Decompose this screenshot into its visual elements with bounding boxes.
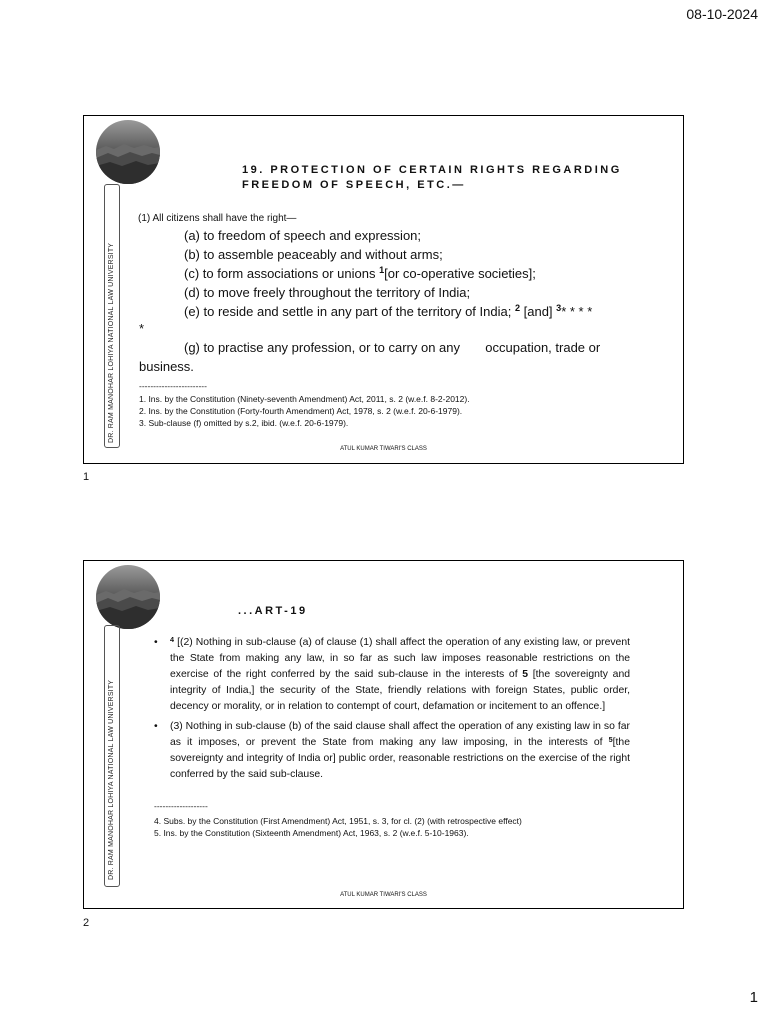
list-item	[154, 635, 630, 715]
clause-g: (g) to practise any profession, or to carry on any occupation, trade or	[184, 340, 601, 355]
footnote-divider: ------------------------	[139, 381, 207, 391]
footnote-3: 3. Sub-clause (f) omitted by s.2, ibid. (w.e.f. 20-6-1979).	[139, 418, 349, 428]
university-name: DR. RAM MANOHAR LOHIYA NATIONAL LAW UNIVERSITY	[108, 679, 115, 880]
slide-footer: ATUL KUMAR TIWARI'S CLASS	[340, 446, 427, 452]
footnote-ref-3: 3	[556, 303, 562, 313]
clause-e-text: (e) to reside and settle in any part of the territory of India;	[184, 304, 515, 319]
slide-number-1: 1	[83, 471, 90, 483]
footnote-divider: -------------------	[154, 801, 208, 811]
slide-2-title: ...ART-19	[238, 605, 308, 617]
list-item	[154, 719, 630, 783]
slide-1-title-line-1: 19. PROTECTION OF CERTAIN RIGHTS REGARDING	[242, 164, 622, 176]
footnote-ref-5b: 5	[608, 735, 613, 744]
clause-d: (d) to move freely throughout the territory of India;	[184, 285, 471, 300]
slide-1	[83, 115, 684, 464]
clause-2-text-a: [(2) Nothing in sub-clause (a) of clause (1) shall affect the operation of any existing law, or prevent the State from making any law, in so far as such law imposes reasonable restrictions on the exercise of the right conferred by the said sub-clause in the interests of	[170, 637, 630, 680]
omitted-stars: * * * *	[561, 304, 593, 319]
clause-c	[184, 264, 536, 283]
slide-number-2: 2	[83, 917, 90, 929]
clause-a: (a) to freedom of speech and expression;	[184, 228, 422, 243]
clause-g-continuation: business.	[139, 359, 194, 374]
clause-2-text-b: [the sovereignty and integrity of India,] the security of the State, friendly relations with foreign States, public order, decency or morality, or in relation to contempt of court, defamation or incitement to an offence.]	[170, 669, 630, 712]
clause-c-text: (c) to form associations or unions	[184, 266, 380, 281]
clause-e-and: [and]	[520, 304, 557, 319]
slide-1-title-line-2: FREEDOM OF SPEECH, ETC.—	[242, 179, 466, 191]
university-logo	[96, 120, 160, 184]
clause-intro: (1) All citizens shall have the right—	[138, 213, 297, 224]
university-logo	[96, 565, 160, 629]
omitted-star-continuation: *	[139, 321, 145, 336]
clause-b: (b) to assemble peaceably and without arms;	[184, 247, 443, 262]
footnote-2: 2. Ins. by the Constitution (Forty-fourth Amendment) Act, 1978, s. 2 (w.e.f. 20-6-1979).	[139, 406, 463, 416]
footnote-1: 1. Ins. by the Constitution (Ninety-seventh Amendment) Act, 2011, s. 2 (w.e.f. 8-2-2012).	[139, 394, 470, 404]
footnote-5: 5. Ins. by the Constitution (Sixteenth Amendment) Act, 1963, s. 2 (w.e.f. 5-10-1963).	[154, 828, 469, 838]
slide-2	[83, 560, 684, 909]
provisions-list	[154, 635, 630, 783]
footnote-ref-1: 1	[379, 265, 385, 275]
footnote-ref-5: 5	[522, 669, 529, 680]
footnote-ref-2: 2	[514, 303, 521, 313]
slide-footer: ATUL KUMAR TIWARI'S CLASS	[340, 892, 427, 898]
page-number: 1	[749, 989, 758, 1006]
clause-3-text-b: [the sovereignty and integrity of India or] public order, reasonable restrictions on the exercise of the right conferred by the said sub-clause.	[170, 737, 630, 780]
clause-3-text-a: (3) Nothing in sub-clause (b) of the said clause shall affect the operation of any existing law in so far as it imposes, or prevent the State from making any law imposing, in the interests of	[170, 721, 630, 748]
footnote-4: 4. Subs. by the Constitution (First Amendment) Act, 1951, s. 3, for cl. (2) (with retrospective effect)	[154, 816, 522, 826]
clause-e	[184, 302, 644, 321]
university-side-bar	[104, 184, 120, 448]
university-side-bar	[104, 625, 120, 887]
university-name: DR. RAM MANOHAR LOHIYA NATIONAL LAW UNIVERSITY	[108, 242, 115, 443]
print-date: 08-10-2024	[686, 6, 758, 22]
clause-c-rest: [or co-operative societies];	[384, 266, 536, 281]
footnote-ref-4: 4	[170, 635, 175, 644]
